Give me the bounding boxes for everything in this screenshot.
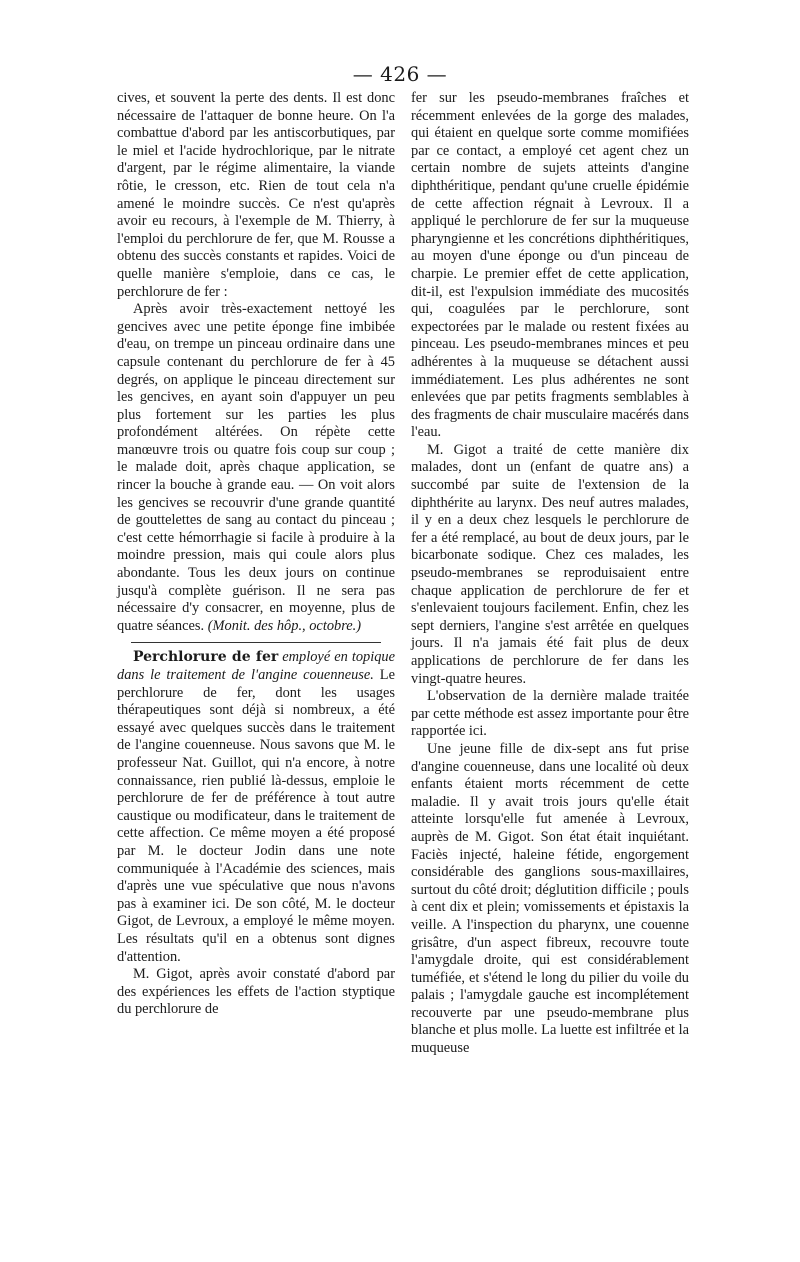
right-paragraph-1: fer sur les pseudo-membranes fraîches et récemment enlevées de la gorge des malades, qui étaient en quelque sorte comme momifiées par ce contact, a employé cet agent chez un certain nombre de sujets atteints d'angine diphthéritique, pendant qu'une cruelle épidémie de cette affection régnait à Levroux. Il a appliqué le perchlorure de fer sur la muqueuse pharyngienne et les concrétions diphthéritiques, au moyen d'une éponge ou d'un pinceau de charpie. Le premier effet de cette application, dit-il, est l'expulsion immédiate des mucosités qui, coagulées par le perchlorure, sont expectorées par le malade ou restent fixées au pinceau. Les pseudo-membranes minces et peu adhérentes à la muqueuse se détachent aussi immédiatement. Les plus adhérentes ne sont enlevées que par petits fragments semblables à des fragments de chair musculaire macérés dans l'eau.	[411, 90, 689, 441]
right-column	[411, 90, 689, 1058]
left-paragraph-1: cives, et souvent la perte des dents. Il est donc nécessaire de l'attaquer de bonne heure. On l'a combattue d'abord par les antiscorbutiques, par le miel et l'acide hydrochlorique, par le nitrate d'argent, par le régime alimentaire, la viande rôtie, le cresson, etc. Rien de tout cela n'a amené le moindre succès. Ce n'est qu'après avoir eu recours, à l'exemple de M. Thierry, à l'emploi du perchlorure de fer, que M. Rousse a obtenu des succès constants et rapides. Voici de quelle manière s'emploie, dans ce cas, le perchlorure de fer :	[117, 90, 395, 300]
left-column	[117, 90, 395, 1019]
page-header: — 426 —	[352, 62, 448, 86]
article-title-bold: Perchlorure de fer	[133, 649, 279, 666]
section-divider	[131, 642, 381, 643]
left-paragraph-2-source: (Monit. des hôp., octobre.)	[207, 617, 362, 634]
left-paragraph-4: M. Gigot, après avoir constaté d'abord par des expériences les effets de l'action styptique du perchlorure de	[117, 966, 395, 1018]
right-paragraph-2: M. Gigot a traité de cette manière dix malades, dont un (enfant de quatre ans) a succombé par suite de l'extension de la diphthérite au larynx. Des neuf autres malades, il y en a deux chez lesquels le perchlorure de fer a été remplacé, au bout de deux jours, par le bicarbonate sodique. Chez ces malades, les pseudo-membranes se reproduisaient entre chaque application de perchlorure de fer et s'enlevaient toujours facilement. Enfin, chez les sept derniers, l'angine s'est arrêtée en quelques jours. Il n'a jamais été fait plus de deux applications de perchlorure de fer dans les vingt-quatre heures.	[411, 441, 689, 687]
right-paragraph-4: Une jeune fille de dix-sept ans fut prise d'angine couenneuse, dans une localité où deux enfants étaient morts récemment de cette maladie. Il y avait trois jours qu'elle était atteinte lorsqu'elle fut amenée à Levroux, auprès de M. Gigot. Son état était inquiétant. Faciès injecté, haleine fétide, engorgement considérable des ganglions sous-maxillaires, surtout du côté droit; déglutition difficile ; pouls à cent dix et plein; vomissements et épistaxis la veille. A l'inspection du pharynx, une couenne grisâtre, d'un aspect fibreux, recouvre toute l'amygdale droite, qui est considérablement tuméfiée, et s'étend le long du pilier du voile du palais ; l'amygdale gauche est incomplétement recouverte par une pseudo-membrane plus blanche et plus molle. La luette est infiltrée et la muqueuse	[411, 740, 689, 1057]
right-paragraph-3: L'observation de la dernière malade traitée par cette méthode est assez importante pour être rapportée ici.	[411, 688, 689, 740]
article-title	[117, 649, 395, 966]
left-paragraph-2-text: Après avoir très-exactement nettoyé les gencives avec une petite éponge fine imbibée d'eau, on trempe un pinceau ordinaire dans une capsule contenant du perchlorure de fer à 45 degrés, on applique le pinceau directement sur les gencives, en ayant soin d'appuyer un peu plus fortement sur les parties les plus profondément altérées. On répète cette manœuvre trois ou quatre fois coup sur coup ; le malade doit, après chaque application, se rincer la bouche à grande eau. — On voit alors les gencives se recouvrir d'une grande quantité de gouttelettes de sang au contact du pinceau ; c'est cette hémorrhagie si facile à produire à la moindre pression, mais qui coule alors plus abondante. Tous les deux jours on continue jusqu'à complète guérison. Il ne sera pas nécessaire d'y consacrer, en moyenne, plus de quatre séances.	[117, 301, 395, 634]
left-paragraph-3: Le perchlorure de fer, dont les usages thérapeutiques sont déjà si nombreux, a été essayé avec quelques succès dans le traitement de l'angine couenneuse. Nous savons que M. le professeur Nat. Guillot, qui n'a encore, à notre connaissance, rien publié là-dessus, emploie le perchlorure de fer de préférence à tout autre caustique ou modificateur, dans le traitement de cette affection. Ce même moyen a été proposé par M. le docteur Jodin dans une note communiquée à l'Académie des sciences, mais d'après une vue spéculative que nous n'avons pas à examiner ici. De son côté, M. le docteur Gigot, de Levroux, a employé le même moyen. Les résultats qu'il en a obtenus sont dignes d'attention.	[117, 667, 395, 965]
article-title-italic: employé en topique dans le traitement de l'angine couenneuse.	[117, 649, 395, 683]
left-paragraph-2	[117, 301, 395, 635]
